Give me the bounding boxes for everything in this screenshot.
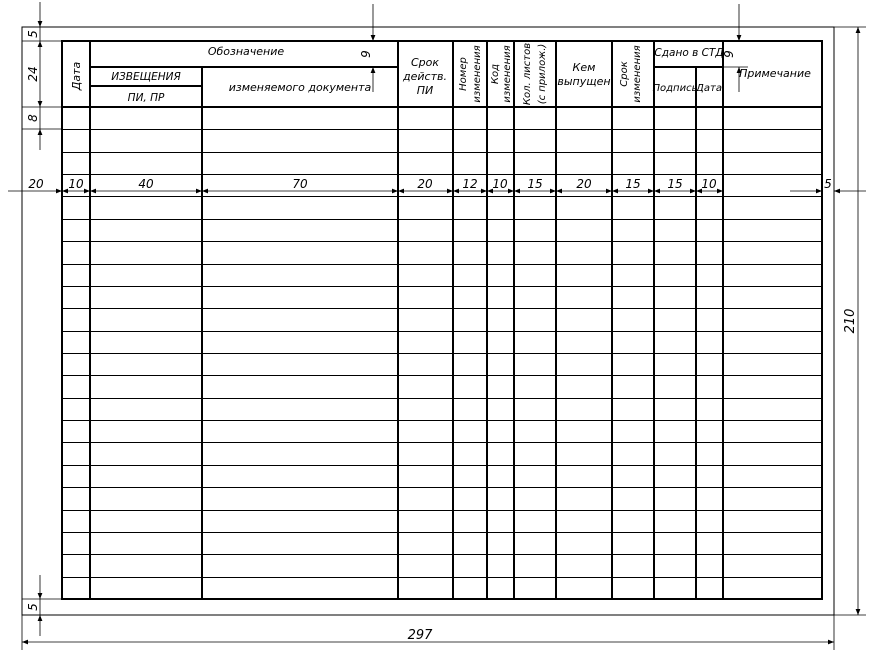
col-dim-6: 10 xyxy=(492,177,508,191)
change-num-header-1: Номер xyxy=(458,57,469,91)
term-header-1: Срок xyxy=(619,61,630,87)
signature-header: Подпись xyxy=(652,83,698,94)
right-margin-dim: 5 xyxy=(824,177,832,191)
sheet-border xyxy=(22,27,834,615)
designation-header: Обозначение xyxy=(207,45,285,58)
col-dim-1: 10 xyxy=(68,177,84,191)
date-header: Дата xyxy=(70,61,83,91)
table-rows xyxy=(62,130,822,578)
header-height-dim: 24 xyxy=(26,66,40,82)
change-code-header-2: изменения xyxy=(502,45,513,103)
term-header-2: изменения xyxy=(632,45,643,103)
col-dim-7: 15 xyxy=(527,177,543,191)
note-header: Примечание xyxy=(739,67,811,80)
sheet-width-dim: 297 xyxy=(407,628,433,643)
change-code-header-1: Код xyxy=(490,63,501,85)
validity-header-2: действ. xyxy=(403,70,447,83)
column-lines xyxy=(90,41,723,599)
issued-header-1: Кем xyxy=(572,61,596,74)
col-dim-4: 20 xyxy=(417,177,433,191)
sheet-height-dimension xyxy=(834,27,866,615)
left-dimensions xyxy=(22,2,62,636)
std-header: Сдано в СТД xyxy=(654,47,724,59)
header-labels xyxy=(70,43,811,105)
sheet-width-dimension xyxy=(22,615,834,650)
row-height-dim: 8 xyxy=(26,114,40,122)
notice-header-line2: ПИ, ПР xyxy=(127,92,165,104)
col-dim-3: 70 xyxy=(292,177,308,191)
issued-header-2: выпущен xyxy=(557,75,611,88)
col-dim-9: 15 xyxy=(625,177,641,191)
designation-sub-dimension xyxy=(359,4,373,92)
std-sub-height-dim: 9 xyxy=(722,50,736,58)
column-dimensions xyxy=(8,177,866,191)
validity-header-3: ПИ xyxy=(416,84,434,97)
validity-header-1: Срок xyxy=(410,56,440,69)
sheet-height-dim: 210 xyxy=(843,308,858,334)
col-dim-2: 40 xyxy=(138,177,154,191)
notice-header-line1: ИЗВЕЩЕНИЯ xyxy=(111,71,181,83)
col-dim-8: 20 xyxy=(576,177,592,191)
left-margin-dim: 20 xyxy=(28,177,44,191)
form-frame xyxy=(62,41,822,599)
col-dim-11: 10 xyxy=(701,177,717,191)
col-dim-5: 12 xyxy=(462,177,478,191)
std-date-header: Дата xyxy=(696,83,722,94)
col-dim-10: 15 xyxy=(667,177,683,191)
change-num-header-2: изменения xyxy=(472,45,483,103)
bottom-margin-dim: 5 xyxy=(26,603,40,611)
sheets-header-2: (с прилож.) xyxy=(537,43,548,105)
changed-doc-header: изменяемого документа xyxy=(228,81,372,94)
top-margin-dim: 5 xyxy=(26,30,40,38)
designation-sub-height-dim: 9 xyxy=(359,50,373,58)
sheets-header-1: Кол. листов xyxy=(522,42,533,106)
